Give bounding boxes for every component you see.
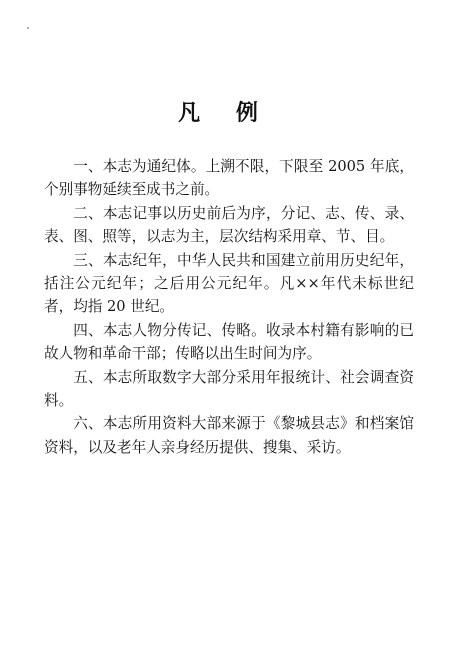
page-title: 凡 例 [178,101,272,126]
paragraph-1: 一、本志为通纪体。上溯不限，下限至 2005 年底，个别事物延续至成书之前。 [44,158,414,199]
paragraph-6: 六、本志所用资料大部来源于《黎城县志》和档案馆资料，以及老年人亲身经历提供、搜集、采访。 [44,415,414,456]
paragraph-3: 三、本志纪年，中华人民共和国建立前用历史纪年，括注公元纪年；之后用公元纪年。凡××年代未标世纪者，均指 20 世纪。 [44,251,414,316]
paragraph-4: 四、本志人物分传记、传略。收录本村籍有影响的已故人物和革命干部；传略以出生时间为序。 [44,321,414,363]
guidelines-body [44,155,414,459]
paragraph-5: 五、本志所取数字大部分采用年报统计、社会调查资料。 [44,368,414,410]
paragraph-2: 二、本志记事以历史前后为序，分记、志、传、录、表、图、照等，以志为主，层次结构采用章、节、目。 [44,204,414,246]
scan-speck [27,27,29,29]
